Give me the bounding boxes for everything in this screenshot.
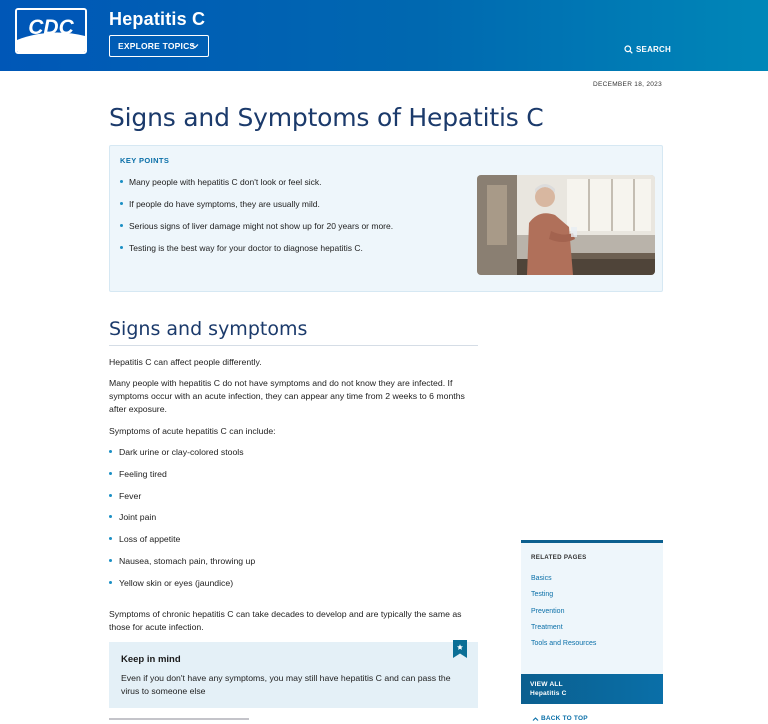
logo-text: CDC	[28, 16, 74, 39]
site-header	[0, 0, 768, 71]
key-points-list	[120, 175, 460, 263]
star-bookmark-icon	[453, 640, 467, 658]
man-in-kitchen-photo	[477, 175, 655, 275]
explore-topics-label: EXPLORE TOPICS	[118, 41, 196, 51]
keep-in-mind-text: Even if you don't have any symptoms, you may still have hepatitis C and can pass the virus to someone else	[121, 673, 451, 696]
view-all-button[interactable]	[521, 674, 663, 704]
keep-in-mind-callout	[109, 642, 478, 708]
view-all-topic: Hepatitis C	[530, 690, 567, 697]
related-pages-list	[531, 574, 596, 655]
page-title: Signs and Symptoms of Hepatitis C	[109, 103, 544, 132]
list-item: Fever	[109, 489, 255, 511]
acute-lead-paragraph: Symptoms of acute hepatitis C can include:	[109, 426, 276, 436]
key-points-box	[109, 145, 663, 292]
related-link-prevention[interactable]: Prevention	[531, 607, 565, 615]
search-icon	[624, 45, 633, 54]
list-item: Dark urine or clay-colored stools	[109, 445, 255, 467]
search-button[interactable]	[624, 45, 671, 54]
chevron-up-icon	[532, 716, 539, 722]
related-link-basics[interactable]: Basics	[531, 575, 552, 582]
related-link-treatment[interactable]: Treatment	[531, 623, 563, 631]
related-link-tools[interactable]: Tools and Resources	[531, 640, 597, 648]
search-label: SEARCH	[636, 45, 671, 54]
cdc-logo-graphic	[17, 10, 85, 52]
list-item: Yellow skin or eyes (jaundice)	[109, 576, 255, 598]
publish-date: DECEMBER 18, 2023	[592, 81, 662, 88]
key-point-item: Many people with hepatitis C don't look or feel sick.	[120, 175, 460, 197]
section-heading: Signs and symptoms	[109, 318, 478, 346]
related-pages-title: RELATED PAGES	[531, 554, 587, 561]
cdc-logo[interactable]	[15, 8, 87, 54]
exposure-paragraph: Many people with hepatitis C do not have symptoms and do not know they are infected. If symptoms occur with an acute infection, they can appear any time from 2 weeks to 6 months after exposure.	[109, 378, 465, 414]
keep-in-mind-title: Keep in mind	[121, 654, 181, 665]
site-title[interactable]: Hepatitis C	[109, 9, 206, 29]
next-section-heading-cutoff	[109, 716, 269, 720]
intro-paragraph: Hepatitis C can affect people differently.	[109, 357, 262, 367]
list-item: Joint pain	[109, 510, 255, 532]
key-point-item: Testing is the best way for your doctor to diagnose hepatitis C.	[120, 241, 460, 263]
back-to-top-label: BACK TO TOP	[541, 715, 588, 722]
related-link-testing[interactable]: Testing	[531, 591, 554, 599]
view-all-label: VIEW ALL	[530, 681, 563, 688]
list-item: Loss of appetite	[109, 532, 255, 554]
list-item: Feeling tired	[109, 467, 255, 489]
chevron-down-icon	[191, 42, 199, 50]
key-point-item: If people do have symptoms, they are usually mild.	[120, 197, 460, 219]
explore-topics-button[interactable]	[109, 35, 209, 57]
key-point-item: Serious signs of liver damage might not show up for 20 years or more.	[120, 219, 460, 241]
list-item: Nausea, stomach pain, throwing up	[109, 554, 255, 576]
acute-symptom-list	[109, 445, 255, 598]
key-points-title: KEY POINTS	[120, 156, 170, 165]
chronic-paragraph: Symptoms of chronic hepatitis C can take decades to develop and are typically the same as those for acute infection.	[109, 609, 462, 632]
back-to-top-link[interactable]	[532, 715, 588, 722]
